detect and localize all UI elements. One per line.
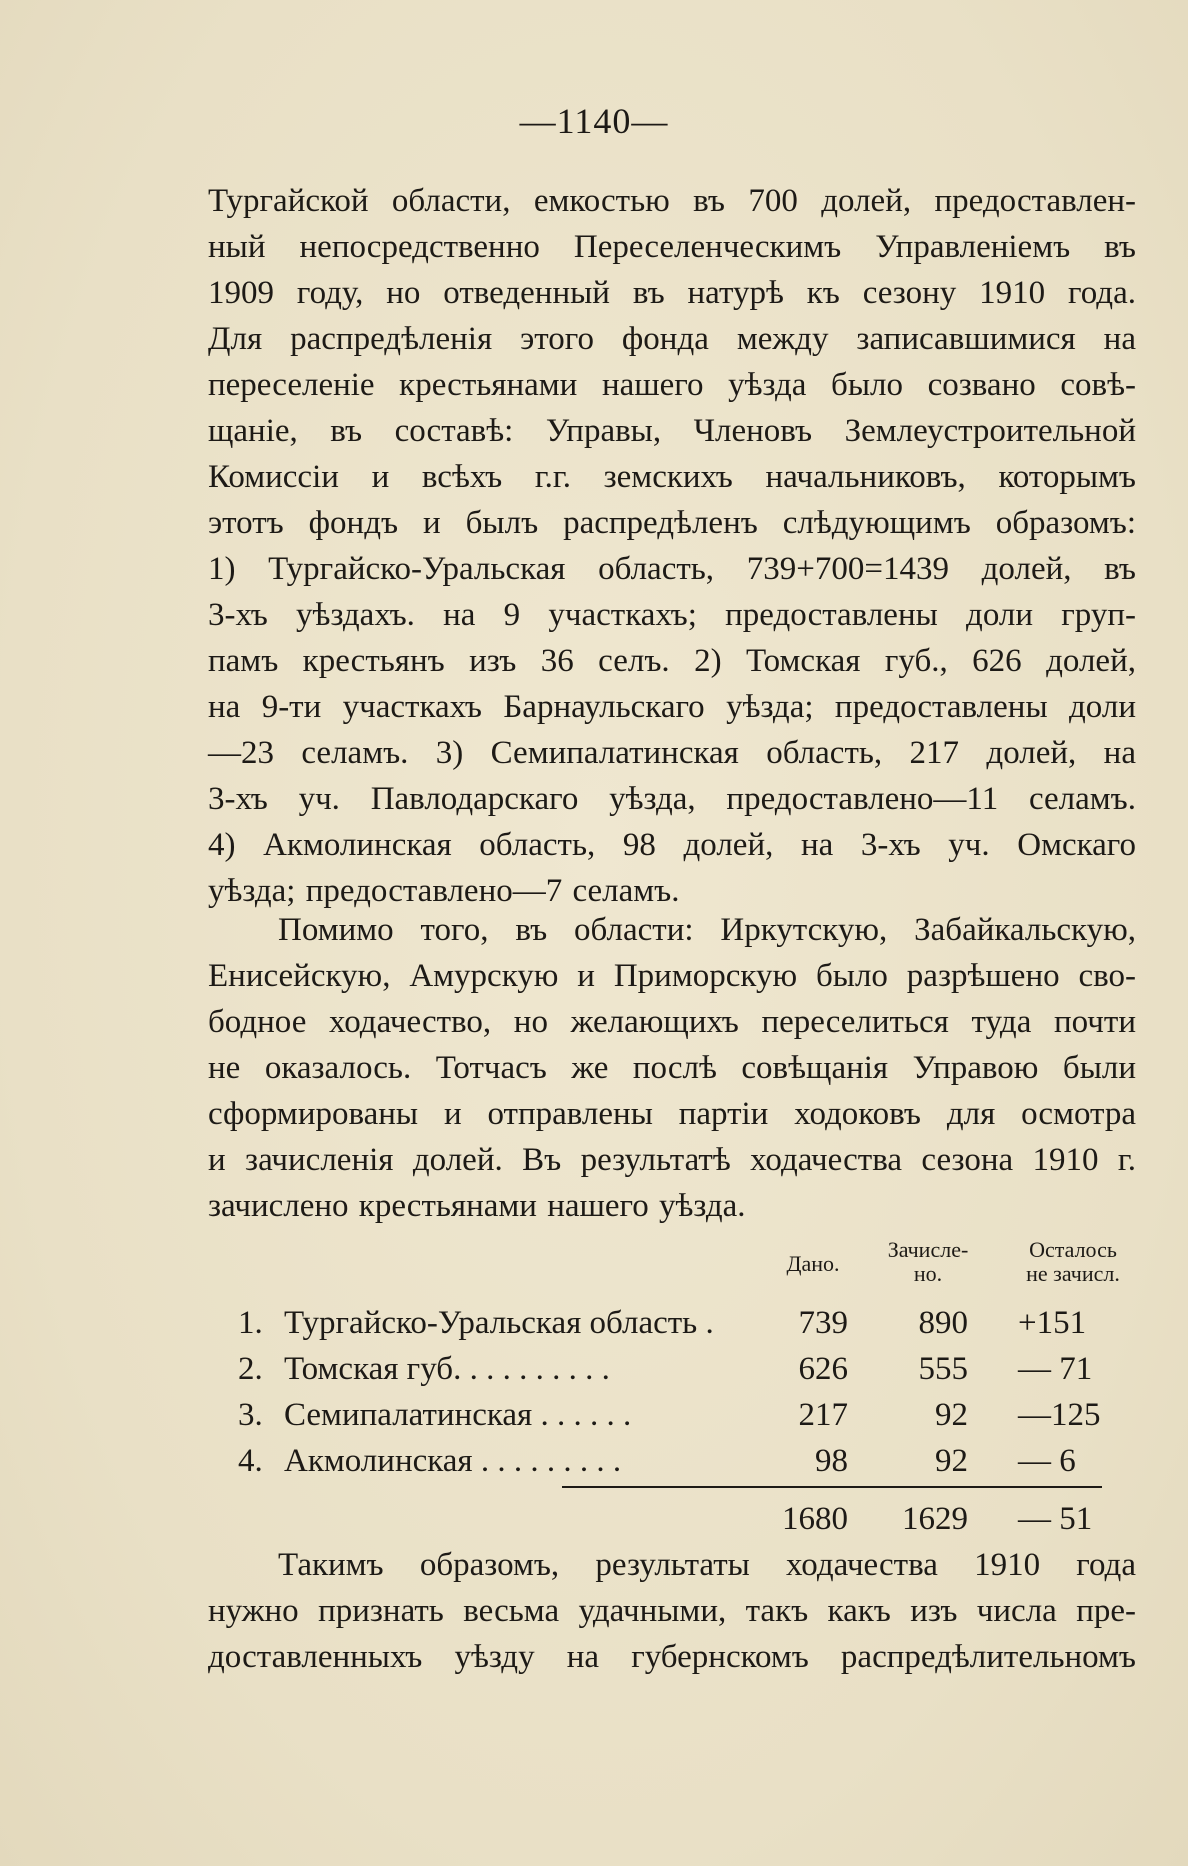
table-totals-row bbox=[228, 1496, 1148, 1542]
text-line: Тургайской области, емкостью въ 700 долей, предоставлен- bbox=[208, 183, 1136, 219]
text-line: 1) Тургайско-Уральская область, 739+700=1439 долей, въ bbox=[208, 551, 1136, 587]
text-line: 3-хъ уѣздахъ. на 9 участкахъ; предоставлены доли груп- bbox=[208, 597, 1136, 633]
text-line: доставленныхъ уѣзду на губернскомъ распредѣлительномъ bbox=[208, 1639, 1136, 1675]
allotment-table bbox=[228, 1238, 1148, 1484]
row-number: 4. bbox=[238, 1443, 263, 1479]
row-enrolled: 555 bbox=[918, 1351, 968, 1387]
text-line: Енисейскую, Амурскую и Приморскую было разрѣшено сво- bbox=[208, 958, 1136, 994]
text-line: и зачисленія долей. Въ результатѣ ходачества сезона 1910 г. bbox=[208, 1142, 1136, 1178]
header-enrolled-line1: Зачисле- bbox=[887, 1237, 969, 1262]
header-remaining-line2: не зачисл. bbox=[1026, 1261, 1120, 1286]
total-remaining: — 51 bbox=[1018, 1501, 1093, 1537]
paragraph-1 bbox=[208, 178, 1136, 914]
total-given: 1680 bbox=[782, 1501, 848, 1537]
paragraph-2 bbox=[208, 907, 1136, 1229]
totals-divider bbox=[562, 1486, 1102, 1488]
text-line: 4) Акмолинская область, 98 долей, на 3-хъ уч. Омскаго bbox=[208, 827, 1136, 863]
header-given: Дано. bbox=[786, 1251, 840, 1276]
row-number: 1. bbox=[238, 1305, 263, 1341]
row-enrolled: 92 bbox=[935, 1397, 968, 1433]
header-enrolled-line2: но. bbox=[913, 1261, 943, 1286]
row-region: Тургайско-Уральская область . bbox=[284, 1305, 714, 1341]
text-line: этотъ фондъ и былъ распредѣленъ слѣдующимъ образомъ: bbox=[208, 505, 1136, 541]
text-line: на 9-ти участкахъ Барнаульскаго уѣзда; предоставлены доли bbox=[208, 689, 1136, 725]
row-enrolled: 92 bbox=[935, 1443, 968, 1479]
row-remaining: —125 bbox=[1018, 1397, 1101, 1433]
text-line: Для распредѣленія этого фонда между записавшимися на bbox=[208, 321, 1136, 357]
text-line: Помимо того, въ области: Иркутскую, Забайкальскую, bbox=[278, 912, 1136, 948]
row-number: 3. bbox=[238, 1397, 263, 1433]
text-line: Комиссіи и всѣхъ г.г. земскихъ начальниковъ, которымъ bbox=[208, 459, 1136, 495]
text-line: не оказалось. Тотчасъ же послѣ совѣщанія Управою были bbox=[208, 1050, 1136, 1086]
text-line: нужно признать весьма удачными, такъ какъ изъ числа пре- bbox=[208, 1593, 1136, 1629]
row-given: 739 bbox=[798, 1305, 848, 1341]
text-line: переселеніе крестьянами нашего уѣзда было созвано совѣ- bbox=[208, 367, 1136, 403]
row-region: Акмолинская . . . . . . . . . bbox=[284, 1443, 622, 1479]
header-remaining-line1: Осталось bbox=[1029, 1237, 1117, 1262]
row-region: Семипалатинская . . . . . . bbox=[284, 1397, 632, 1433]
text-line: памъ крестьянъ изъ 36 селъ. 2) Томская губ., 626 долей, bbox=[208, 643, 1136, 679]
text-line: 1909 году, но отведенный въ натурѣ къ сезону 1910 года. bbox=[208, 275, 1136, 311]
row-enrolled: 890 bbox=[918, 1305, 968, 1341]
text-line: Такимъ образомъ, результаты ходачества 1910 года bbox=[278, 1547, 1136, 1583]
paragraph-3 bbox=[208, 1542, 1136, 1680]
table-header bbox=[228, 1238, 1148, 1300]
row-given: 217 bbox=[798, 1397, 848, 1433]
page-number: —1140— bbox=[519, 101, 669, 141]
row-remaining: — 6 bbox=[1018, 1443, 1076, 1479]
text-line: 3-хъ уч. Павлодарскаго уѣзда, предоставлено—11 селамъ. bbox=[208, 781, 1136, 817]
row-remaining: +151 bbox=[1018, 1305, 1087, 1341]
text-line: уѣзда; предоставлено—7 селамъ. bbox=[208, 873, 680, 909]
row-number: 2. bbox=[238, 1351, 263, 1387]
table-row bbox=[228, 1300, 1148, 1346]
text-line: щаніе, въ составѣ: Управы, Членовъ Землеустроительной bbox=[208, 413, 1136, 449]
table-row bbox=[228, 1346, 1148, 1392]
text-line: зачислено крестьянами нашего уѣзда. bbox=[208, 1188, 746, 1224]
text-line: ный непосредственно Переселенческимъ Управленіемъ въ bbox=[208, 229, 1136, 265]
row-remaining: — 71 bbox=[1018, 1351, 1093, 1387]
header-remaining bbox=[998, 1238, 1148, 1286]
text-line: —23 селамъ. 3) Семипалатинская область, 217 долей, на bbox=[208, 735, 1136, 771]
total-enrolled: 1629 bbox=[902, 1501, 968, 1537]
table-row bbox=[228, 1392, 1148, 1438]
text-line: сформированы и отправлены партіи ходоковъ для осмотра bbox=[208, 1096, 1136, 1132]
row-given: 626 bbox=[798, 1351, 848, 1387]
row-given: 98 bbox=[815, 1443, 848, 1479]
header-enrolled bbox=[868, 1238, 988, 1286]
row-region: Томская губ. . . . . . . . . . bbox=[284, 1351, 610, 1387]
table-row bbox=[228, 1438, 1148, 1484]
text-line: бодное ходачество, но желающихъ переселиться туда почти bbox=[208, 1004, 1136, 1040]
